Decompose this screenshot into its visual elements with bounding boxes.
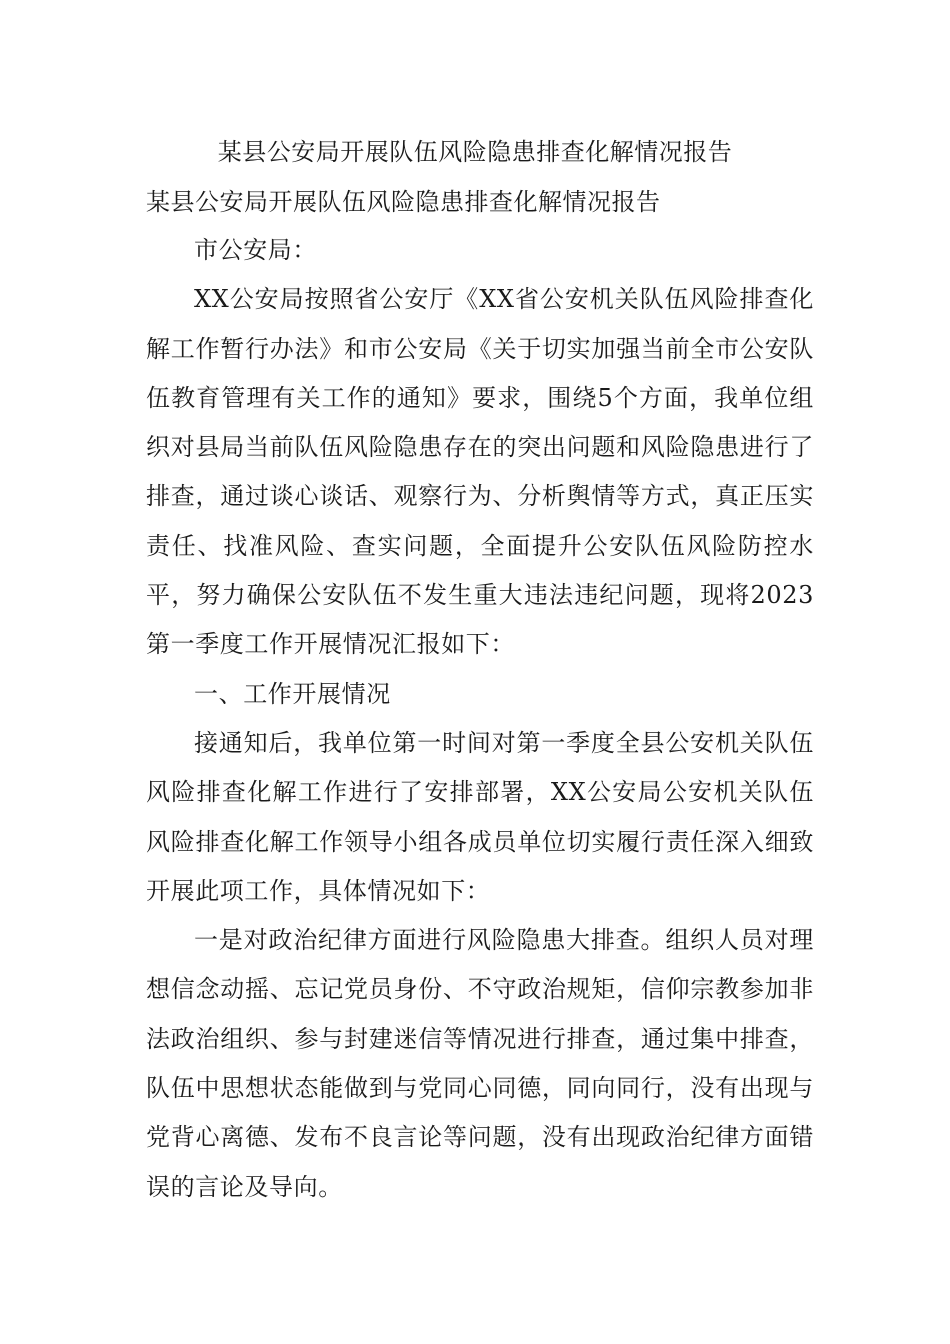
intro-paragraph: XX公安局按照省公安厅《XX省公安机关队伍风险排查化解工作暂行办法》和市公安局《关于切实加强当前全市公安队伍教育管理有关工作的通知》要求，围绕5个方面，我单位组织对县局当前队伍风险隐患存在的突出问题和风险隐患进行了排查，通过谈心谈话、观察行为、分析舆情等方式，真正压实责任、找准风险、查实问题，全面提升公安队伍风险防控水平，努力确保公安队伍不发生重大违法违纪问题，现将2023第一季度工作开展情况汇报如下： — [146, 285, 814, 659]
document-subtitle: 某县公安局开展队伍风险隐患排查化解情况报告 — [146, 188, 661, 216]
body-paragraph: 接通知后，我单位第一时间对第一季度全县公安机关队伍风险排查化解工作进行了安排部署，XX公安局公安机关队伍风险排查化解工作领导小组各成员单位切实履行责任深入细致开展此项工作，具体情况如下： — [146, 728, 814, 905]
document-body — [146, 226, 814, 1212]
document-title: 某县公安局开展队伍风险隐患排查化解情况报告 — [217, 138, 733, 166]
body-paragraph: 一是对政治纪律方面进行风险隐患大排查。组织人员对理想信念动摇、忘记党员身份、不守政治规矩，信仰宗教参加非法政治组织、参与封建迷信等情况进行排查，通过集中排查，队伍中思想状态能做到与党同心同德，同向同行，没有出现与党背心离德、发布不良言论等问题，没有出现政治纪律方面错误的言论及导向。 — [146, 926, 814, 1201]
salutation-paragraph: 市公安局： — [194, 236, 317, 264]
section-heading: 一、工作开展情况 — [194, 679, 391, 708]
